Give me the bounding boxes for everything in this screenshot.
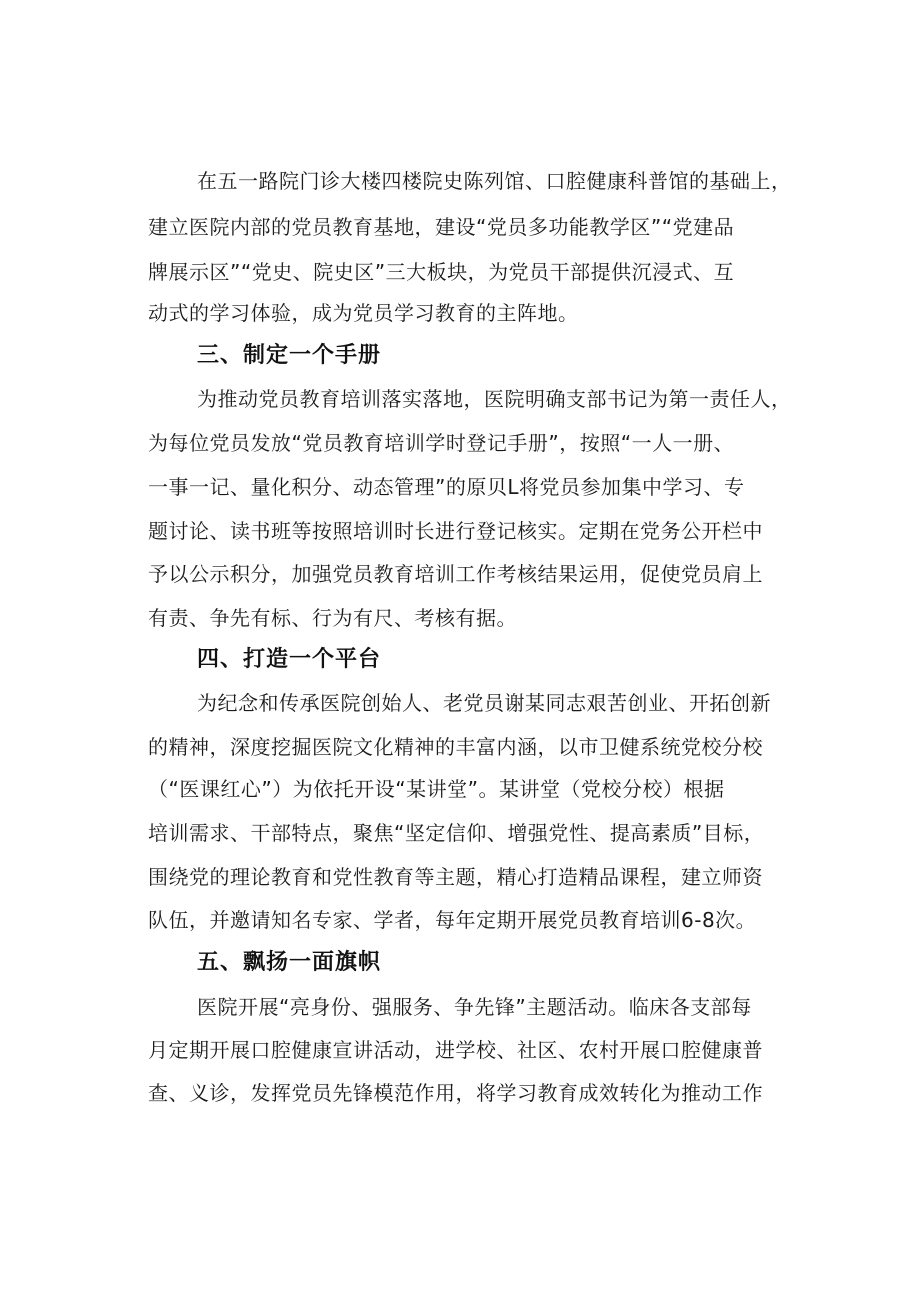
paragraph-4-line-3: 查、义诊，发挥党员先锋模范作用，将学习教育成效转化为推动工作 <box>148 1081 763 1105</box>
section-heading-4: 四、打造一个平台 <box>197 647 382 672</box>
paragraph-3-line-2: 的精神，深度挖掘医院文化精神的丰富内涵，以市卫健系统党校分校 <box>148 735 763 759</box>
paragraph-2-line-3: 一事一记、量化积分、动态管理”的原贝L将党员参加集中学习、专 <box>148 475 745 499</box>
section-heading-3: 三、制定一个手册 <box>197 343 382 368</box>
paragraph-2-line-2: 为每位党员发放“党员教育培训学时登记手册”，按照“一人一册、 <box>148 431 735 455</box>
paragraph-2-line-1: 为推动党员教育培训落实落地，医院明确支部书记为第一责任人， <box>197 387 792 411</box>
paragraph-3-line-3: （“医课红心”）为依托开设“某讲堂”。某讲堂（党校分校）根据 <box>148 777 725 801</box>
section-heading-5: 五、飘扬一面旗帜 <box>197 950 382 975</box>
paragraph-1-line-3: 牌展示区”“党史、院史区”三大板块，为党员干部提供沉浸式、互 <box>148 260 735 284</box>
paragraph-2-line-5: 予以公示积分，加强党员教育培训工作考核结果运用，促使党员肩上 <box>148 562 763 586</box>
paragraph-3-line-1: 为纪念和传承医院创始人、老党员谢某同志艰苦创业、开拓创新 <box>197 691 771 715</box>
paragraph-1-line-4: 动式的学习体验，成为党员学习教育的主阵地。 <box>148 301 579 325</box>
paragraph-1-line-1: 在五一路院门诊大楼四楼院史陈列馆、口腔健康科普馆的基础上， <box>197 169 792 193</box>
paragraph-2-line-4: 题讨论、读书班等按照培训时长进行登记核实。定期在党务公开栏中 <box>148 519 763 543</box>
paragraph-3-line-4: 培训需求、干部特点，聚焦“坚定信仰、增强党性、提高素质”目标， <box>148 821 765 845</box>
paragraph-3-line-5: 围绕党的理论教育和党性教育等主题，精心打造精品课程，建立师资 <box>148 865 763 889</box>
paragraph-4-line-1: 医院开展“亮身份、强服务、争先锋”主题活动。临床各支部每 <box>197 995 752 1019</box>
paragraph-3-line-6: 队伍，并邀请知名专家、学者，每年定期开展党员教育培训6-8次。 <box>148 908 757 932</box>
paragraph-1-line-2: 建立医院内部的党员教育基地，建设“党员多功能教学区”“党建品 <box>148 215 735 239</box>
paragraph-4-line-2: 月定期开展口腔健康宣讲活动，进学校、社区、农村开展口腔健康普 <box>148 1038 763 1062</box>
paragraph-2-line-6: 有责、争先有标、行为有尺、考核有据。 <box>148 606 517 630</box>
